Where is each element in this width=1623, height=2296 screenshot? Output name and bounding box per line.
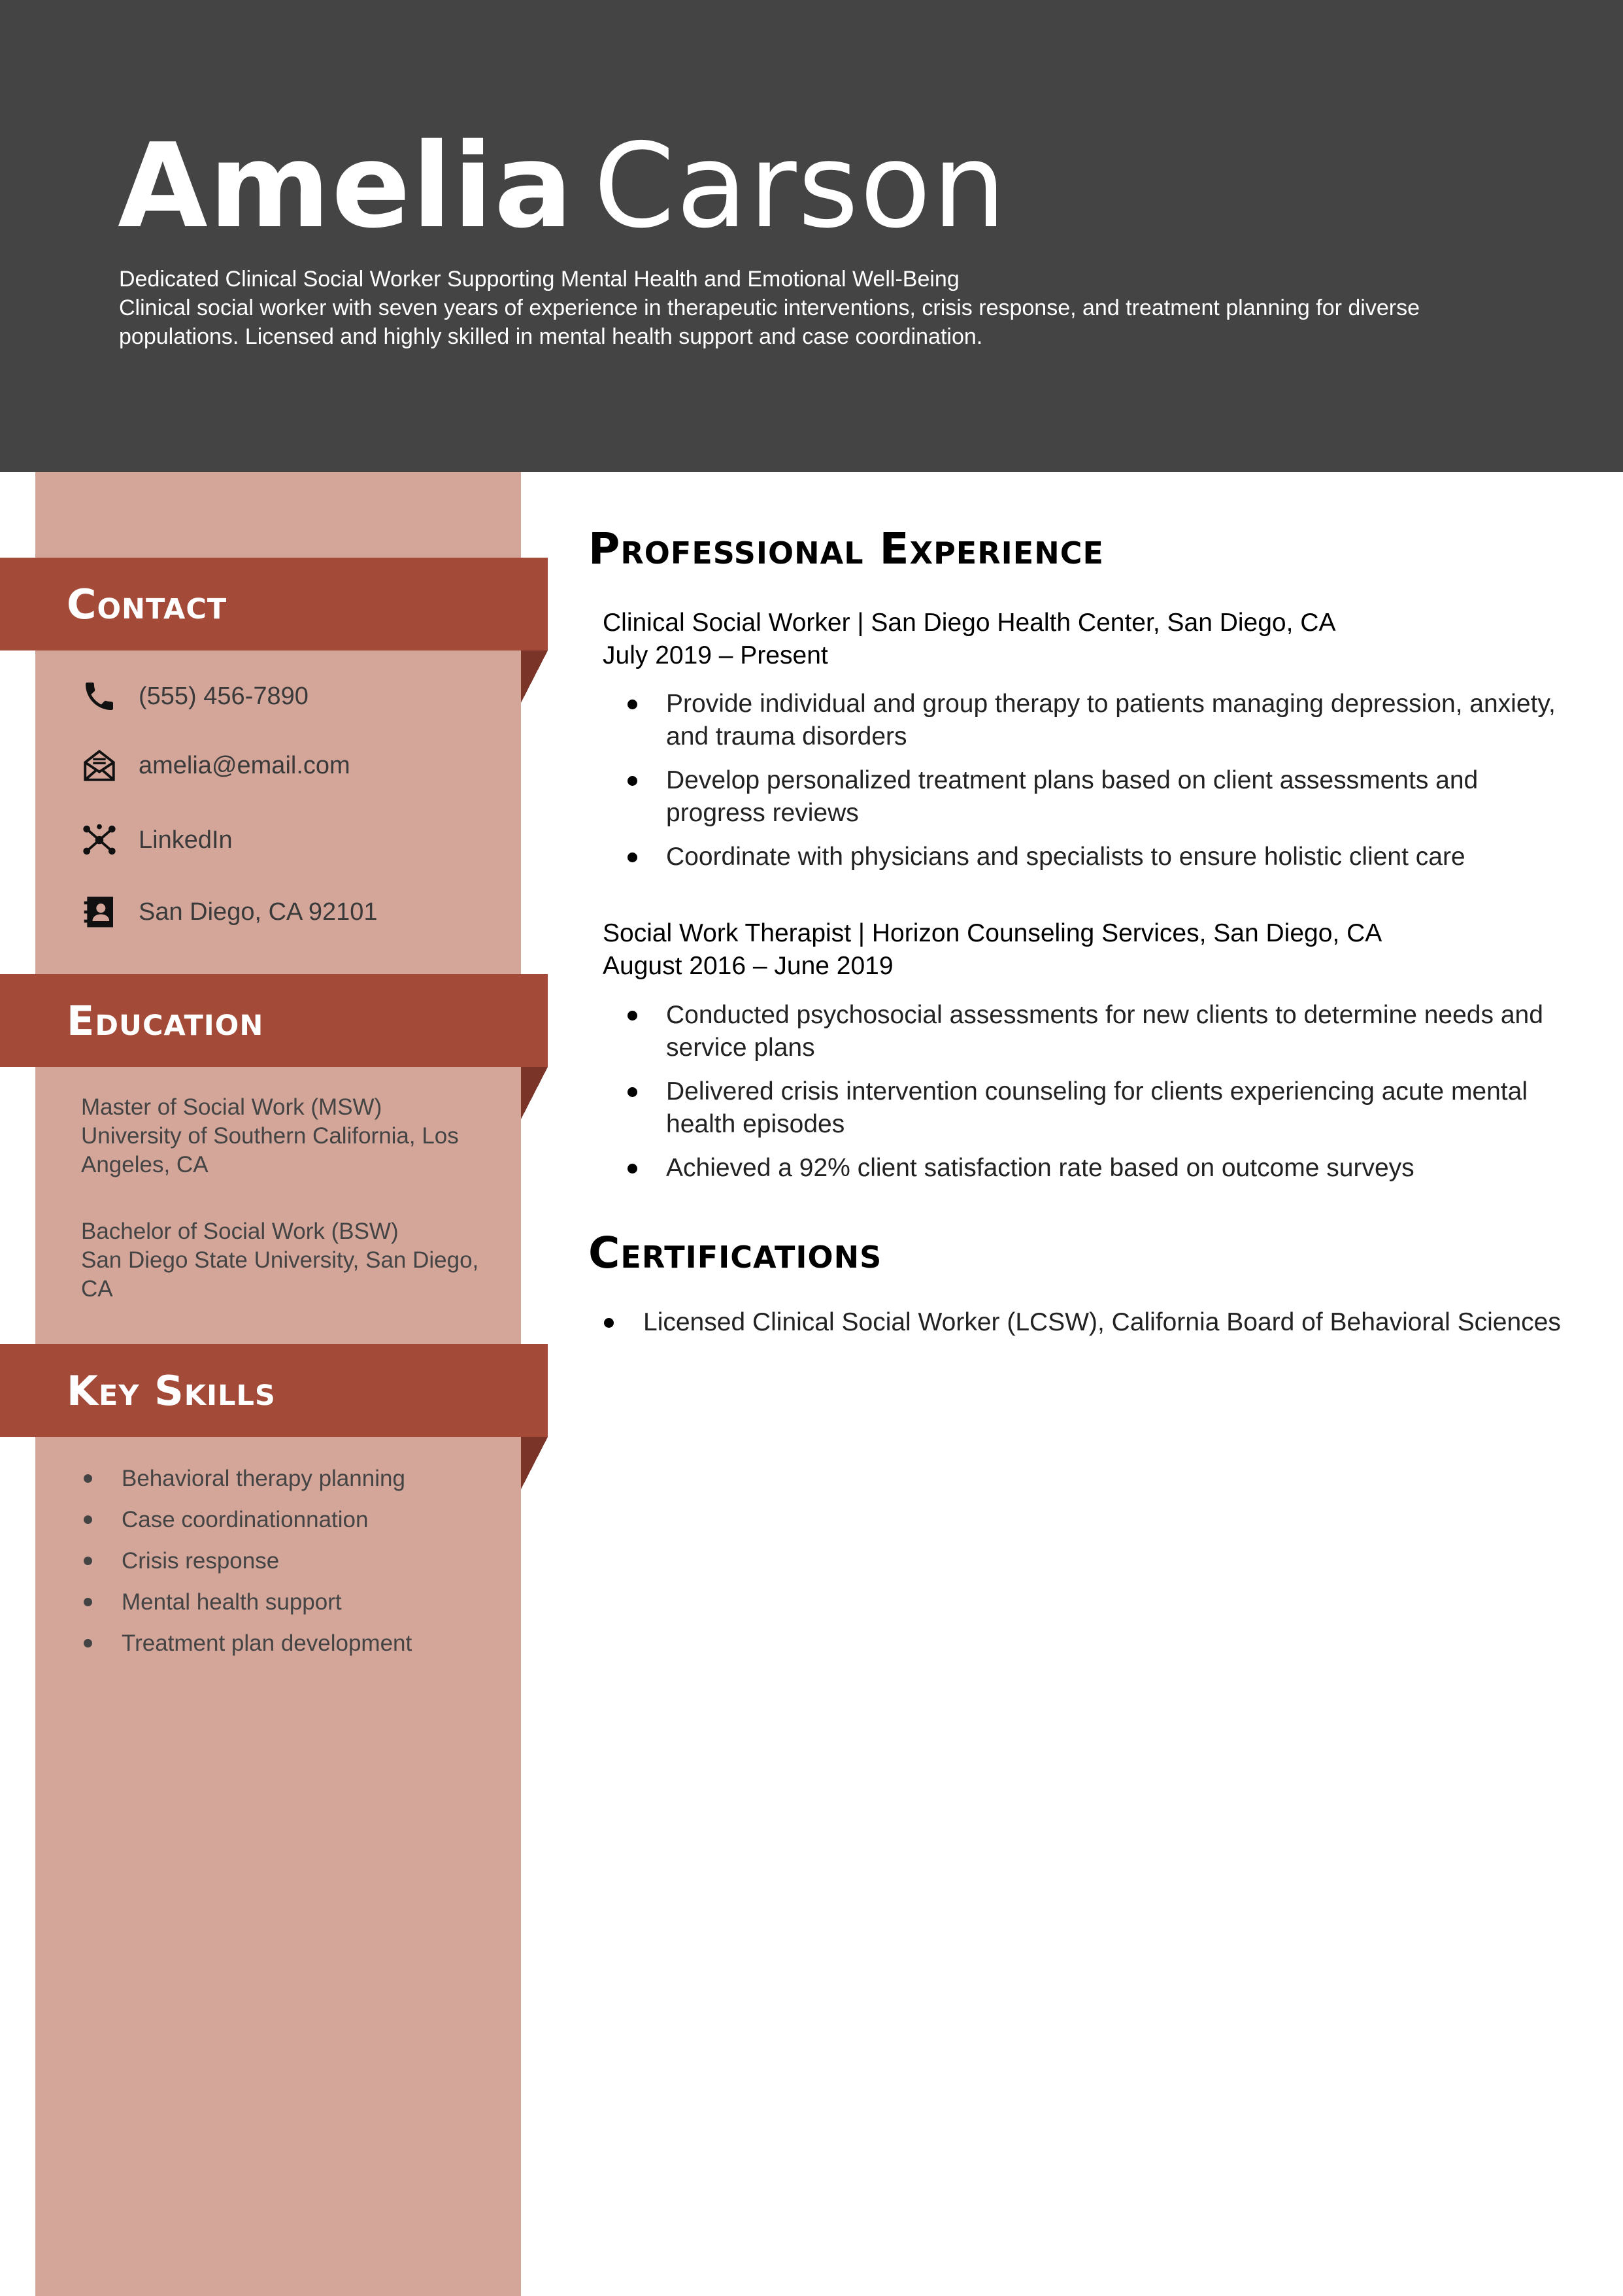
job-dates: July 2019 – Present xyxy=(603,641,828,669)
skill-item: Treatment plan development xyxy=(81,1623,412,1664)
job-bullets xyxy=(603,999,1583,1196)
skills-banner-fold xyxy=(521,1437,548,1489)
job-bullet: Develop personalized treatment plans based on client assessments and progress reviews xyxy=(603,764,1583,830)
contact-location xyxy=(80,889,378,935)
experience-title: Professional Experience xyxy=(588,524,1104,574)
contact-phone xyxy=(80,673,309,719)
job-heading xyxy=(603,917,1382,983)
education-entry xyxy=(81,1217,499,1304)
certifications-list xyxy=(588,1306,1569,1339)
contact-banner-fold xyxy=(521,650,548,703)
skill-item: Mental health support xyxy=(81,1581,412,1623)
contact-linkedin xyxy=(80,817,233,863)
phone-text[interactable]: (555) 456-7890 xyxy=(139,682,309,710)
job-role: Social Work Therapist xyxy=(603,919,852,947)
contact-email xyxy=(80,743,350,788)
email-icon xyxy=(80,746,119,785)
header-banner xyxy=(0,0,1623,472)
job-bullets xyxy=(603,688,1583,885)
job-separator: | xyxy=(857,609,864,637)
job-bullet: Conducted psychosocial assessments for new clients to determine needs and service plans xyxy=(603,999,1583,1064)
candidate-name xyxy=(118,114,1007,258)
phone-icon xyxy=(80,677,119,716)
certification-item: Licensed Clinical Social Worker (LCSW), California Board of Behavioral Sciences xyxy=(588,1306,1569,1339)
education-entry xyxy=(81,1093,499,1179)
education-school: San Diego State University, San Diego, CA xyxy=(81,1247,479,1302)
skills-title: Key Skills xyxy=(67,1367,276,1415)
job-bullet: Delivered crisis intervention counseling for clients experiencing acute mental health episodes xyxy=(603,1075,1583,1141)
job-bullet: Achieved a 92% client satisfaction rate based on outcome surveys xyxy=(603,1152,1583,1185)
tagline xyxy=(119,265,1479,351)
job-heading xyxy=(603,607,1335,672)
skills-list xyxy=(81,1458,412,1664)
job-title-line xyxy=(603,607,1335,639)
job-separator: | xyxy=(858,919,865,947)
job-employer: San Diego Health Center, San Diego, CA xyxy=(871,609,1336,637)
contact-title: Contact xyxy=(67,581,227,628)
address-book-icon xyxy=(80,892,119,932)
education-title: Education xyxy=(67,997,264,1045)
skills-banner xyxy=(0,1344,548,1437)
education-degree: Bachelor of Social Work (BSW) xyxy=(81,1219,399,1244)
skill-item: Case coordinationnation xyxy=(81,1499,412,1540)
job-employer: Horizon Counseling Services, San Diego, CA xyxy=(871,919,1382,947)
job-bullet: Coordinate with physicians and specialists to ensure holistic client care xyxy=(603,841,1583,873)
job-role: Clinical Social Worker xyxy=(603,609,850,637)
job-title-line xyxy=(603,917,1382,950)
headline: Dedicated Clinical Social Worker Supporting Mental Health and Emotional Well-Being xyxy=(119,267,960,292)
location-text: San Diego, CA 92101 xyxy=(139,898,378,926)
education-banner-fold xyxy=(521,1067,548,1119)
job-dates: August 2016 – June 2019 xyxy=(603,952,894,980)
email-text[interactable]: amelia@email.com xyxy=(139,751,350,779)
linkedin-text[interactable]: LinkedIn xyxy=(139,826,233,854)
skill-item: Behavioral therapy planning xyxy=(81,1458,412,1499)
linkedin-network-icon xyxy=(80,820,119,860)
last-name: Carson xyxy=(594,118,1008,254)
contact-banner xyxy=(0,558,548,650)
skill-item: Crisis response xyxy=(81,1540,412,1581)
job-bullet: Provide individual and group therapy to patients managing depression, anxiety, and trauma disorders xyxy=(603,688,1583,753)
summary: Clinical social worker with seven years of experience in therapeutic interventions, crisis response, and treatment planning for diverse populations. Licensed and highly skilled in mental health support and case coordination. xyxy=(119,295,1420,349)
certifications-title: Certifications xyxy=(588,1228,882,1278)
first-name: Amelia xyxy=(118,118,575,254)
education-degree: Master of Social Work (MSW) xyxy=(81,1094,382,1120)
education-banner xyxy=(0,974,548,1067)
education-school: University of Southern California, Los Angeles, CA xyxy=(81,1123,459,1177)
